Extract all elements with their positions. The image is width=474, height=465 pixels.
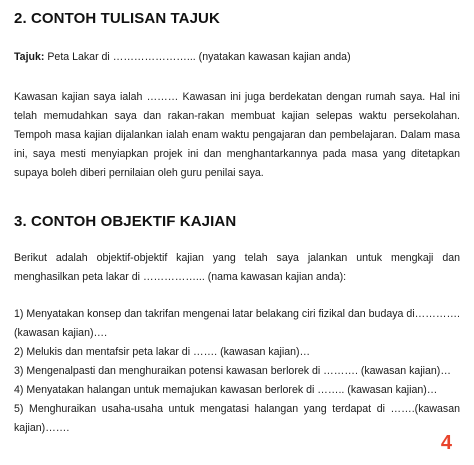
tajuk-label: Tajuk: — [14, 51, 45, 63]
page-number: 4 — [440, 432, 452, 454]
tajuk-text: Peta Lakar di …………………... (nyatakan kawasan kajian anda) — [44, 51, 351, 63]
section-heading-objektif: 3. CONTOH OBJEKTIF KAJIAN — [14, 213, 237, 230]
list-item: 5) Menghuraikan usaha-usaha untuk mengatasi halangan yang terdapat di …….(kawasan kajian)……. — [14, 403, 460, 434]
tajuk-line — [14, 48, 460, 67]
objektif-list — [14, 305, 460, 438]
tajuk-paragraph: Kawasan kajian saya ialah ……… Kawasan ini juga berdekatan dengan rumah saya. Hal ini telah memudahkan saya dan rakan-rakan membuat kajian selepas waktu persekolahan. Tempoh masa kajian dijalankan ialah enam waktu pengajaran dan pembelajaran. Dalam masa ini, saya mesti menyiapkan projek ini dan menghantarkannya pada masa yang ditetapkan supaya boleh diberi pernilaian oleh guru penilai saya. — [14, 91, 460, 179]
section-heading-tajuk: 2. CONTOH TULISAN TAJUK — [14, 10, 220, 27]
list-item: 4) Menyatakan halangan untuk memajukan kawasan berlorek di …….. (kawasan kajian)… — [14, 384, 438, 396]
objektif-intro: Berikut adalah objektif-objektif kajian yang telah saya jalankan untuk mengkaji dan menghasilkan peta lakar di ……………... (nama kawasan kajian anda): — [14, 252, 460, 283]
list-item: 2) Melukis dan mentafsir peta lakar di ……. (kawasan kajian)… — [14, 346, 311, 358]
list-item: 3) Mengenalpasti dan menghuraikan potensi kawasan berlorek di ………. (kawasan kajian)… — [14, 365, 451, 377]
list-item: 1) Menyatakan konsep dan takrifan mengenai latar belakang ciri fizikal dan budaya di………….(kawasan kajian)…. — [14, 308, 460, 339]
